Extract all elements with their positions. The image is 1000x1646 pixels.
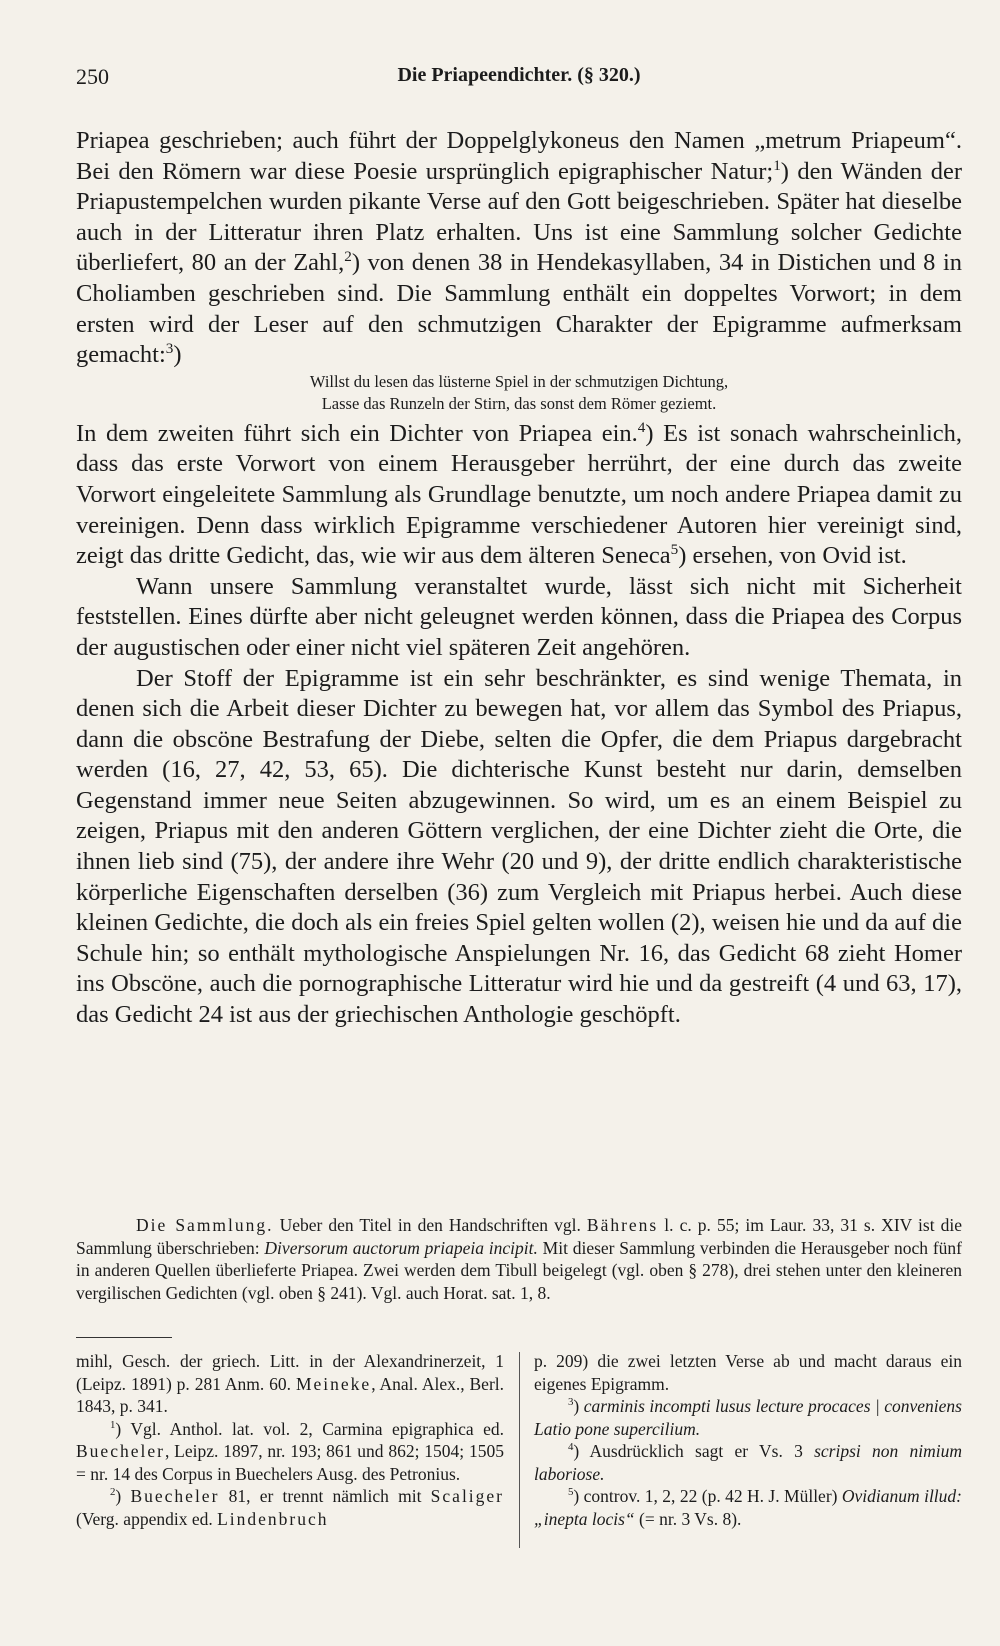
footnote-ref-4: 4 bbox=[637, 418, 646, 436]
text: Mit dieser Sammlung verbinden die Herausgeber noch fünf in anderen Quellen überlieferte Priapea. Zwei werden dem Tibull beigelegt (vgl. oben § 278), drei stehen unter den kleineren vergilischen Gedichten (vgl. oben § 241). Vgl. auch Horat. sat. 1, 8. bbox=[76, 1237, 962, 1303]
footnote-mark: 3 bbox=[568, 1396, 574, 1409]
text: ) Es ist sonach wahrscheinlich, dass das erste Vorwort von einem Herausgeber herrührt, der eine durch das zweite Vorwort eingeleitete Sammlung als Grundlage benutzte, um noch andere Priapea damit zu vereinigen. Denn dass wirklich Epigramme verschiedener Autoren hier vereinigt sind, zeigt das dritte Gedicht, das, wie wir aus dem älteren Seneca bbox=[76, 419, 962, 570]
page-number: 250 bbox=[76, 64, 109, 89]
paragraph-2 bbox=[76, 419, 962, 572]
paragraph-3: Wann unsere Sammlung veranstaltet wurde, lässt sich nicht mit Sicherheit feststellen. Eines dürfte aber nicht geleugnet werden können, dass die Priapea des Corpus der augustischen oder einer nicht viel späteren Zeit angehören. bbox=[76, 572, 962, 661]
footnote-ref-3: 3 bbox=[165, 340, 174, 357]
text: Priapea geschrieben; auch führt der Doppelglykoneus den Namen „metrum Priapeum“. Bei den Römern war diese Poesie ursprünglich epigraphischer Natur; bbox=[76, 127, 962, 185]
text: mihl, Gesch. der griech. Litt. in der Alexandrinerzeit, 1 (Leipz. 1891) p. 281 Anm. 60. bbox=[76, 1351, 504, 1394]
column-divider bbox=[519, 1352, 520, 1548]
text: (= nr. 3 Vs. 8). bbox=[634, 1508, 742, 1529]
text: l. c. p. 55; im Laur. 33, 31 s. XIV ist die Sammlung überschrieben: bbox=[76, 1215, 962, 1258]
author-name: Buecheler bbox=[130, 1486, 220, 1506]
running-title: Die Priapeendichter. (§ 320.) bbox=[397, 64, 641, 86]
text: ) von denen 38 in Hendekasyllaben, 34 in Distichen und 8 in Choliamben geschrieben sind. Die Sammlung enthält ein doppeltes Vorwort; in dem ersten wird der Leser auf den schmutzigen Charakter der Epigramme aufmerksam gemacht: bbox=[76, 249, 963, 369]
text: In dem zweiten führt sich ein Dichter von Priapea ein. bbox=[76, 419, 638, 447]
footnote-5 bbox=[534, 1485, 962, 1530]
footnote-3 bbox=[534, 1395, 962, 1440]
footnote-column-left bbox=[76, 1350, 504, 1530]
latin-quote: Ovidianum illud: „inepta locis“ bbox=[534, 1486, 962, 1529]
text: ) bbox=[115, 1486, 131, 1506]
latin-quote: scripsi non nimium laboriose. bbox=[534, 1441, 962, 1484]
footnote-ref-2: 2 bbox=[344, 248, 352, 266]
footnote-column-right bbox=[534, 1350, 962, 1530]
latin-quote: carminis incompti lusus lecture procaces | conveniens Latio pone supercilium. bbox=[534, 1396, 962, 1439]
paragraph-4: Der Stoff der Epigramme ist ein sehr beschränkter, es sind wenige Themata, in denen sich die Arbeit dieser Dichter zu bewegen hat, vor allem das Symbol des Priapus, dann die obscöne Bestrafung der Diebe, selten die Opfer, die dem Priapus dargebracht werden (16, 27, 42, 53, 65). Die dichterische Kunst besteht nur darin, demselben Gegenstand immer neue Seiten abzugewinnen. So wird, um es an einem Beispiel zu zeigen, Priapus mit den anderen Göttern verglichen, der eine Dichter zieht die Orte, die ihnen lieb sind (75), der andere ihre Wehr (20 und 9), der dritte endlich charakteristische körperliche Eigenschaften derselben (36) zum Vergleich mit Priapus herbei. Auch diese kleinen Gedichte, die doch als ein freies Spiel gelten wollen (2), weisen hie und da auf die Schule hin; so enthält mythologische Anspielungen Nr. 16, das Gedicht 68 zieht Homer ins Obscöne, auch die pornographische Litteratur wird hie und da gestreift (4 und 63, 17), das Gedicht 24 ist aus der griechischen Anthologie geschöpft. bbox=[76, 664, 962, 1029]
text: Ueber den Titel in den Handschriften vgl. bbox=[273, 1215, 587, 1235]
text: ) den Wänden der Priapustempelchen wurden pikante Verse auf den Gott beigeschrieben. Später hat dieselbe auch in der Litteratur ihren Platz erhalten. Uns ist eine Sammlung solcher Gedichte überliefert, 80 an der Zahl, bbox=[76, 157, 962, 277]
footnote-mark: 5 bbox=[568, 1486, 574, 1499]
verse-line-1: Willst du lesen das lüsterne Spiel in der schmutzigen Dichtung, bbox=[309, 371, 729, 391]
footnote-ref-1: 1 bbox=[773, 156, 781, 174]
text: ) bbox=[173, 341, 182, 369]
text: ) ersehen, von Ovid ist. bbox=[678, 542, 907, 570]
footnote-4 bbox=[534, 1440, 962, 1485]
manuscript-title: Diversorum auctorum priapeia incipit. bbox=[264, 1237, 538, 1258]
footnote-2 bbox=[76, 1485, 504, 1530]
text: , Leipz. 1897, nr. 193; 861 und 862; 1504; 1505 = nr. 14 des Corpus in Buechelers Ausg. des Petronius. bbox=[76, 1441, 504, 1484]
text: ) controv. 1, 2, 22 (p. 42 H. J. Müller) bbox=[573, 1486, 842, 1506]
footnote-continuation bbox=[76, 1350, 504, 1418]
text: , Anal. Alex., Berl. 1843, p. 341. bbox=[76, 1373, 505, 1416]
text: ) Vgl. Anthol. lat. vol. 2, Carmina epigraphica ed. bbox=[115, 1418, 504, 1439]
footnote-mark: 1 bbox=[110, 1418, 116, 1431]
text: (Verg. appendix ed. bbox=[76, 1508, 218, 1529]
bibliographic-note bbox=[76, 1214, 962, 1304]
note-lead: Die Sammlung. bbox=[136, 1215, 274, 1235]
footnote-1 bbox=[76, 1418, 504, 1486]
verse-line-2: Lasse das Runzeln der Stirn, das sonst dem Römer geziemt. bbox=[321, 393, 717, 413]
paragraph-1 bbox=[76, 126, 962, 371]
footnote-mark: 2 bbox=[110, 1486, 116, 1499]
author-name: Lindenbruch bbox=[217, 1508, 329, 1529]
footnote-ref-5: 5 bbox=[670, 540, 679, 558]
main-text bbox=[76, 126, 962, 1031]
text: 81, er trennt nämlich mit bbox=[219, 1486, 431, 1506]
footnote-2-continued: p. 209) die zwei letzten Verse ab und macht daraus ein eigenes Epigramm. bbox=[534, 1351, 962, 1394]
footnote-mark: 4 bbox=[568, 1441, 574, 1454]
author-name: Bährens bbox=[586, 1215, 659, 1235]
text: ) Ausdrücklich sagt er Vs. 3 bbox=[573, 1441, 815, 1461]
footnotes bbox=[76, 1350, 962, 1550]
author-name: Scaliger bbox=[430, 1486, 505, 1506]
author-name: Meineke bbox=[295, 1373, 372, 1394]
text: ) bbox=[573, 1396, 584, 1416]
author-name: Buecheler bbox=[76, 1441, 165, 1461]
footnote-rule bbox=[76, 1337, 172, 1338]
page-header bbox=[76, 64, 962, 94]
